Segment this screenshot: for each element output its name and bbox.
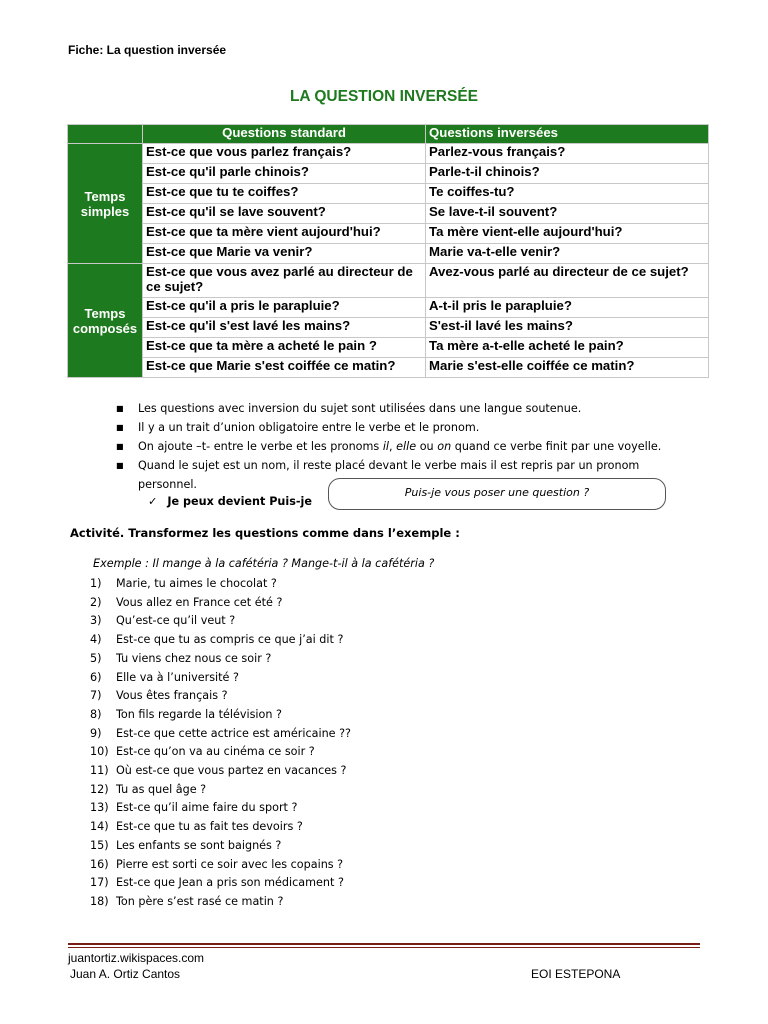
exercise-text: Marie, tu aimes le chocolat ? [116, 577, 277, 590]
exercise-text: Est-ce qu’on va au cinéma ce soir ? [116, 745, 315, 759]
footer-divider [68, 943, 700, 945]
exercise-text: Ton fils regarde la télévision ? [116, 707, 282, 721]
exercise-text: Elle va à l’université ? [116, 670, 239, 684]
standard-question: Est-ce que Marie s'est coiffée ce matin? [143, 358, 426, 378]
separator: ou [416, 440, 438, 453]
exercise-item [90, 612, 351, 631]
inverted-question: Marie va-t-elle venir? [426, 244, 709, 264]
standard-question: Est-ce que vous parlez français? [143, 144, 426, 164]
exercise-item [90, 725, 351, 744]
bullet-icon: ■ [116, 404, 124, 413]
exercise-item [90, 762, 351, 781]
standard-question: Est-ce que tu te coiffes? [143, 184, 426, 204]
note-item [116, 418, 676, 437]
group-label-compound: Temps composés [68, 264, 143, 378]
exercise-number: 17) [90, 876, 109, 890]
header-inverted: Questions inversées [426, 125, 709, 144]
exercise-item [90, 669, 351, 688]
header-standard: Questions standard [143, 125, 426, 144]
table-row [68, 164, 709, 184]
exercise-number: 5) [90, 651, 102, 665]
table-row [68, 144, 709, 164]
table-corner-cell [68, 125, 143, 144]
table-row [68, 244, 709, 264]
exercise-text: Est-ce que tu as compris ce que j’ai dit ? [116, 633, 344, 647]
activity-heading: Activité. Transformez les questions comme dans l’exemple : [70, 526, 460, 540]
inverted-question: Parlez-vous français? [426, 144, 709, 164]
exercise-text: Est-ce qu’il aime faire du sport ? [116, 801, 298, 815]
inverted-question: Ta mère a-t-elle acheté le pain? [426, 338, 709, 358]
exercise-item [90, 575, 351, 594]
pronoun-il: il [382, 440, 390, 453]
exercise-number: 6) [90, 670, 102, 684]
exercise-number: 18) [90, 894, 109, 908]
table-header-row [68, 125, 709, 144]
exercise-number: 9) [90, 726, 102, 740]
footer-author: Juan A. Ortiz Cantos [70, 967, 181, 981]
exercise-number: 13) [90, 801, 109, 815]
exercise-item [90, 837, 351, 856]
note-text: Il y a un trait d’union obligatoire entre le verbe et le pronom. [138, 421, 480, 434]
exercise-number: 8) [90, 707, 102, 721]
note-text: On ajoute –t- entre le verbe et les pronoms [138, 440, 383, 453]
table-row [68, 224, 709, 244]
exercise-item [90, 781, 351, 800]
note-item [116, 437, 676, 456]
exercise-text: Est-ce que Jean a pris son médicament ? [116, 876, 344, 890]
pronoun-on: on [437, 440, 452, 453]
footer-website: juantortiz.wikispaces.com [68, 951, 205, 965]
table-row [68, 264, 709, 298]
exercise-text: Est-ce que tu as fait tes devoirs ? [116, 820, 303, 834]
exercise-text: Tu as quel âge ? [116, 782, 207, 796]
exercise-item [90, 594, 351, 613]
exercise-text: Les enfants se sont baignés ? [116, 838, 282, 852]
inverted-question: Parle-t-il chinois? [426, 164, 709, 184]
check-note-text: Je peux devient Puis-je [167, 495, 312, 508]
standard-question: Est-ce que ta mère a acheté le pain ? [143, 338, 426, 358]
exercise-text: Pierre est sorti ce soir avec les copains ? [116, 857, 344, 871]
table-row [68, 184, 709, 204]
note-text: Quand le sujet est un nom, il reste placé devant le verbe mais il est repris par un pronom personnel. [138, 459, 640, 491]
page-title: LA QUESTION INVERSÉE [289, 88, 479, 105]
exercise-number: 16) [90, 857, 109, 871]
inverted-question: Avez-vous parlé au directeur de ce sujet? [426, 264, 709, 298]
group-label-simple: Temps simples [68, 144, 143, 264]
inverted-question: A-t-il pris le parapluie? [426, 298, 709, 318]
questions-table [67, 124, 709, 378]
table-row [68, 318, 709, 338]
exercise-item [90, 650, 351, 669]
inverted-question: Se lave-t-il souvent? [426, 204, 709, 224]
exercise-text: Qu’est-ce qu’il veut ? [116, 614, 236, 628]
standard-question: Est-ce qu'il parle chinois? [143, 164, 426, 184]
exercise-item [90, 706, 351, 725]
exercise-item [90, 874, 351, 893]
inverted-question: S'est-il lavé les mains? [426, 318, 709, 338]
exercise-number: 3) [90, 614, 102, 628]
standard-question: Est-ce qu'il s'est lavé les mains? [143, 318, 426, 338]
exercise-item [90, 818, 351, 837]
exercise-number: 4) [90, 633, 102, 647]
standard-question: Est-ce que Marie va venir? [143, 244, 426, 264]
document-header: Fiche: La question inversée [68, 43, 227, 57]
example-text: Exemple : Il mange à la cafétéria ? Mange-t-il à la cafétéria ? [93, 557, 435, 570]
pronoun-elle: elle [396, 440, 417, 453]
note-text: Les questions avec inversion du sujet sont utilisées dans une langue soutenue. [138, 402, 582, 415]
exercise-number: 14) [90, 820, 109, 834]
footer-divider-thin [68, 947, 700, 948]
exercise-text: Vous allez en France cet été ? [116, 595, 283, 609]
exercise-list [90, 575, 351, 912]
separator: , [389, 440, 397, 453]
exercise-number: 10) [90, 745, 109, 759]
exercise-item [90, 893, 351, 912]
bullet-icon: ■ [116, 423, 124, 432]
bullet-icon: ■ [116, 461, 124, 470]
exercise-text: Où est-ce que vous partez en vacances ? [116, 764, 347, 778]
inverted-question: Marie s'est-elle coiffée ce matin? [426, 358, 709, 378]
exercise-item [90, 687, 351, 706]
table-row [68, 358, 709, 378]
checkmark-icon: ✓ [148, 495, 158, 508]
bullet-icon: ■ [116, 442, 124, 451]
exercise-item [90, 631, 351, 650]
speech-bubble: Puis-je vous poser une question ? [328, 478, 666, 510]
exercise-number: 1) [90, 577, 102, 590]
inverted-question: Ta mère vient-elle aujourd'hui? [426, 224, 709, 244]
table-row [68, 338, 709, 358]
exercise-number: 7) [90, 689, 102, 703]
exercise-text: Est-ce que cette actrice est américaine ?? [116, 726, 351, 740]
standard-question: Est-ce qu'il se lave souvent? [143, 204, 426, 224]
exercise-number: 11) [90, 764, 109, 778]
inverted-question: Te coiffes-tu? [426, 184, 709, 204]
exercise-text: Ton père s’est rasé ce matin ? [116, 894, 284, 908]
standard-question: Est-ce qu'il a pris le parapluie? [143, 298, 426, 318]
exercise-number: 12) [90, 782, 109, 796]
exercise-item [90, 856, 351, 875]
table-row [68, 298, 709, 318]
exercise-number: 2) [90, 595, 102, 609]
exercise-number: 15) [90, 838, 109, 852]
exercise-item [90, 799, 351, 818]
check-note [148, 495, 312, 508]
note-text: quand ce verbe finit par une voyelle. [451, 440, 662, 453]
footer-school: EOI ESTEPONA [531, 967, 621, 981]
note-item [116, 399, 676, 418]
exercise-text: Tu viens chez nous ce soir ? [116, 651, 272, 665]
exercise-item [90, 743, 351, 762]
standard-question: Est-ce que ta mère vient aujourd'hui? [143, 224, 426, 244]
exercise-text: Vous êtes français ? [116, 689, 228, 703]
table-row [68, 204, 709, 224]
standard-question: Est-ce que vous avez parlé au directeur de ce sujet? [143, 264, 426, 298]
